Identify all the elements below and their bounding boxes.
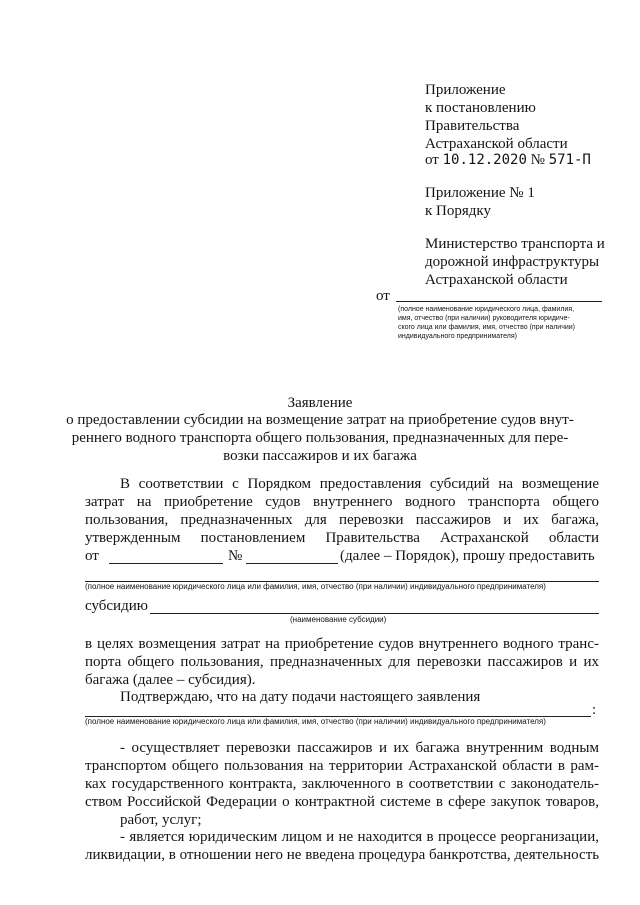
resolution-date-line [425,152,591,169]
para1-line-2: затрат на приобретение судов внутреннего водного транспорта общего [85,494,599,510]
from-blank-line [396,301,602,302]
subsidy-label: субсидию [85,598,148,614]
from-note-2: имя, отчество (при наличии) руководителя юридиче- [398,315,570,322]
title-line-3: возки пассажиров и их багажа [223,448,417,464]
date-blank [109,563,223,564]
item2-line-2: ликвидации, в отношении него не введена процедура банкротства, деятельность [85,847,600,863]
number-blank [246,563,338,564]
applicant-note: (полное наименование юридического лица или фамилия, имя, отчество (при наличии) индивидуального предпринимателя) [85,582,546,591]
confirm-line: Подтверждаю, что на дату подачи настоящего заявления [120,689,481,705]
para1-line5-from: от [85,548,99,564]
applicant2-note: (полное наименование юридического лица или фамилия, имя, отчество (при наличии) индивидуального предпринимателя) [85,717,546,726]
resolution-number: 571-П [548,152,591,168]
date-prefix: от [425,152,439,168]
item1-line-2: транспортом общего пользования на территории Астраханской области в рам- [85,758,599,774]
para2-line-1: в целях возмещения затрат на приобретение судов внутреннего водного транс- [85,636,599,652]
para2-line-2: порта общего пользования, предназначенных для перевозки пассажиров и их [85,654,599,670]
from-label: от [376,288,390,304]
appendix-line-4: Астраханской области [425,136,568,152]
subsidy-note: (наименование субсидии) [290,615,387,624]
from-note-1: (полное наименование юридического лица, фамилия, [398,306,575,313]
item1-line-1: - осуществляет перевозки пассажиров и их багажа внутренним водным [120,740,599,756]
para1-line-1: В соответствии с Порядком предоставления субсидий на возмещение [120,476,599,492]
ministry-line-2: дорожной инфраструктуры [425,254,600,270]
item2-line-1: - является юридическим лицом и не находится в процессе реорганизации, [120,829,599,845]
item1-line-5: работ, услуг; [120,812,202,828]
ministry-line-1: Министерство транспорта и [425,236,605,252]
resolution-date: 10.12.2020 [442,152,527,168]
from-note-3: ского лица или фамилия, имя, отчество (при наличии) [398,324,576,331]
appendix2-line-1: Приложение № 1 [425,185,535,201]
para2-line-3: багажа (далее – субсидия). [85,672,256,688]
appendix-line-1: Приложение [425,82,506,98]
ministry-line-3: Астраханской области [425,272,568,288]
appendix2-line-2: к Порядку [425,203,491,219]
para1-line-3: пользования, предназначенных для перевозки пассажиров и их багажа, [85,512,599,528]
para1-line5-rest: (далее – Порядок), прошу предоставить [340,548,595,564]
from-note-4: индивидуального предпринимателя) [398,333,517,340]
item1-line-4: ством Российской Федерации о контрактной системе в сфере закупок товаров, [85,794,599,810]
title-line-2: реннего водного транспорта общего пользования, предназначенных для пере- [71,430,569,446]
appendix-line-2: к постановлению [425,100,536,116]
subsidy-blank [150,613,599,614]
item1-line-3: ках государственного контракта, заключенного в соответствии с законодатель- [85,776,599,792]
confirm-colon: : [592,702,597,718]
title-line-1: о предоставлении субсидии на возмещение затрат на приобретение судов внут- [66,412,574,428]
para1-line5-num: № [228,548,243,564]
number-sign: № [530,152,545,168]
title-heading: Заявление [287,395,353,411]
para1-line-4: утвержденным постановлением Правительства Астраханской области [85,530,599,546]
appendix-line-3: Правительства [425,118,520,134]
